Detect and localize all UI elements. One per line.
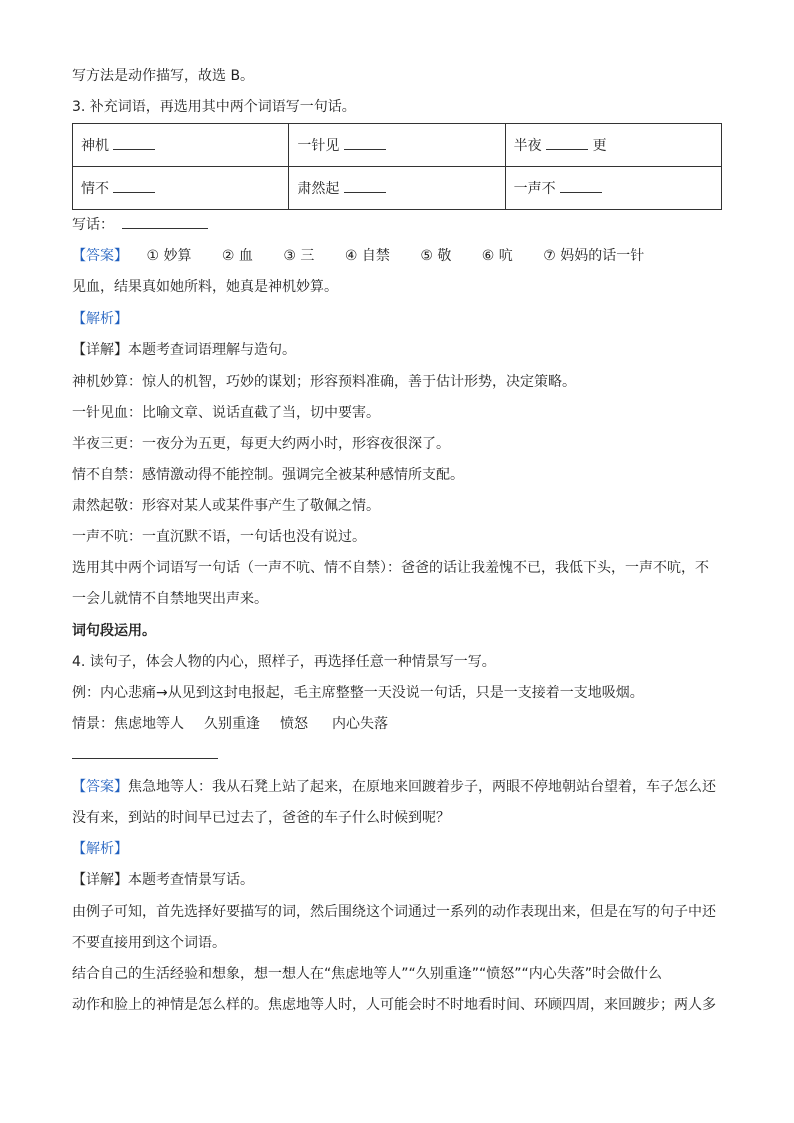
section-heading: 词句段运用。 — [72, 623, 156, 639]
detail-text: 本题考查情景写话。 — [128, 872, 254, 888]
text-line: 一针见血：比喻文章、说话直截了当，切中要害。 — [72, 405, 380, 421]
answer-item: ⑥ 吭 — [481, 248, 513, 264]
question-3-title: 3. 补充词语，再选用其中两个词语写一句话。 — [72, 99, 356, 115]
table-cell: 情不 — [73, 167, 289, 210]
answer-item: ④ 自禁 — [344, 248, 390, 264]
detail-tag: 【详解】 — [72, 872, 128, 888]
text-line: 不要直接用到这个词语。 — [72, 935, 226, 951]
answer-item: ③ 三 — [283, 248, 315, 264]
answer-line — [72, 246, 644, 266]
example-line: 例：内心悲痛→从见到这封电报起，毛主席整整一天没说一句话，只是一支接着一支地吸烟。 — [72, 685, 644, 701]
scene-item: 久别重逢 — [204, 716, 260, 732]
answer-tag: 【答案】 — [72, 248, 128, 264]
answer-item: ⑤ 敬 — [420, 248, 452, 264]
scene-item: 愤怒 — [280, 716, 308, 732]
question-4-title: 4. 读句子，体会人物的内心，照样子，再选择任意一种情景写一写。 — [72, 654, 496, 670]
write-blank — [122, 228, 208, 229]
text-line: 结合自己的生活经验和想象，想一想人在“焦虑地等人”“久别重逢”“愤怒”“内心失落”时会做什么 — [72, 966, 663, 982]
table-cell: 肃然起 — [289, 167, 505, 210]
analysis-tag: 【解析】 — [72, 311, 128, 327]
text-line: 动作和脸上的神情是怎么样的。焦虑地等人时，人可能会时不时地看时间、环顾四周，来回踱步；两人多 — [72, 997, 716, 1013]
write-label: 写话： — [72, 217, 114, 233]
write-line — [72, 215, 208, 235]
detail-line — [72, 340, 296, 360]
word-table — [72, 123, 722, 210]
text-line: 肃然起敬：形容对某人或某件事产生了敬佩之情。 — [72, 498, 380, 514]
text-line: 选用其中两个词语写一句话（一声不吭、情不自禁）：爸爸的话让我羞愧不已，我低下头，一声不吭，不 — [72, 560, 709, 576]
scene-line — [72, 714, 388, 734]
scene-label: 情景： — [72, 716, 114, 732]
answer-item: ① 妙算 — [146, 248, 192, 264]
table-cell: 一针见 — [289, 124, 505, 167]
detail-line — [72, 870, 254, 890]
text-line: 写方法是动作描写，故选 B。 — [72, 68, 255, 84]
table-cell: 半夜 更 — [505, 124, 721, 167]
answer-2-line — [72, 777, 716, 797]
answer-rule — [72, 758, 218, 759]
text-line: 情不自禁：感情激动得不能控制。强调完全被某种感情所支配。 — [72, 467, 464, 483]
text-line: 见血，结果真如她所料，她真是神机妙算。 — [72, 279, 338, 295]
text-line: 一声不吭：一直沉默不语，一句话也没有说过。 — [72, 529, 366, 545]
scene-item: 内心失落 — [332, 716, 388, 732]
table-cell: 神机 — [73, 124, 289, 167]
text-line: 没有来，到站的时间早已过去了，爸爸的车子什么时候到呢？ — [72, 810, 450, 826]
answer-tag: 【答案】 — [72, 779, 128, 795]
text-line: 半夜三更：一夜分为五更，每更大约两小时，形容夜很深了。 — [72, 436, 450, 452]
analysis-tag: 【解析】 — [72, 841, 128, 857]
text-line: 一会儿就情不自禁地哭出声来。 — [72, 591, 268, 607]
text-line: 神机妙算：惊人的机智，巧妙的谋划；形容预料准确，善于估计形势，决定策略。 — [72, 374, 576, 390]
detail-text: 本题考查词语理解与造句。 — [128, 342, 296, 358]
text-line: 由例子可知，首先选择好要描写的词，然后围绕这个词通过一系列的动作表现出来，但是在写的句子中还 — [72, 904, 716, 920]
detail-tag: 【详解】 — [72, 342, 128, 358]
scene-item: 焦虑地等人 — [114, 716, 184, 732]
answer-text: 焦急地等人：我从石凳上站了起来，在原地来回踱着步子，两眼不停地朝站台望着，车子怎么还 — [128, 779, 716, 795]
answer-item: ② 血 — [221, 248, 253, 264]
answer-item: ⑦ 妈妈的话一针 — [543, 248, 645, 264]
table-cell: 一声不 — [505, 167, 721, 210]
